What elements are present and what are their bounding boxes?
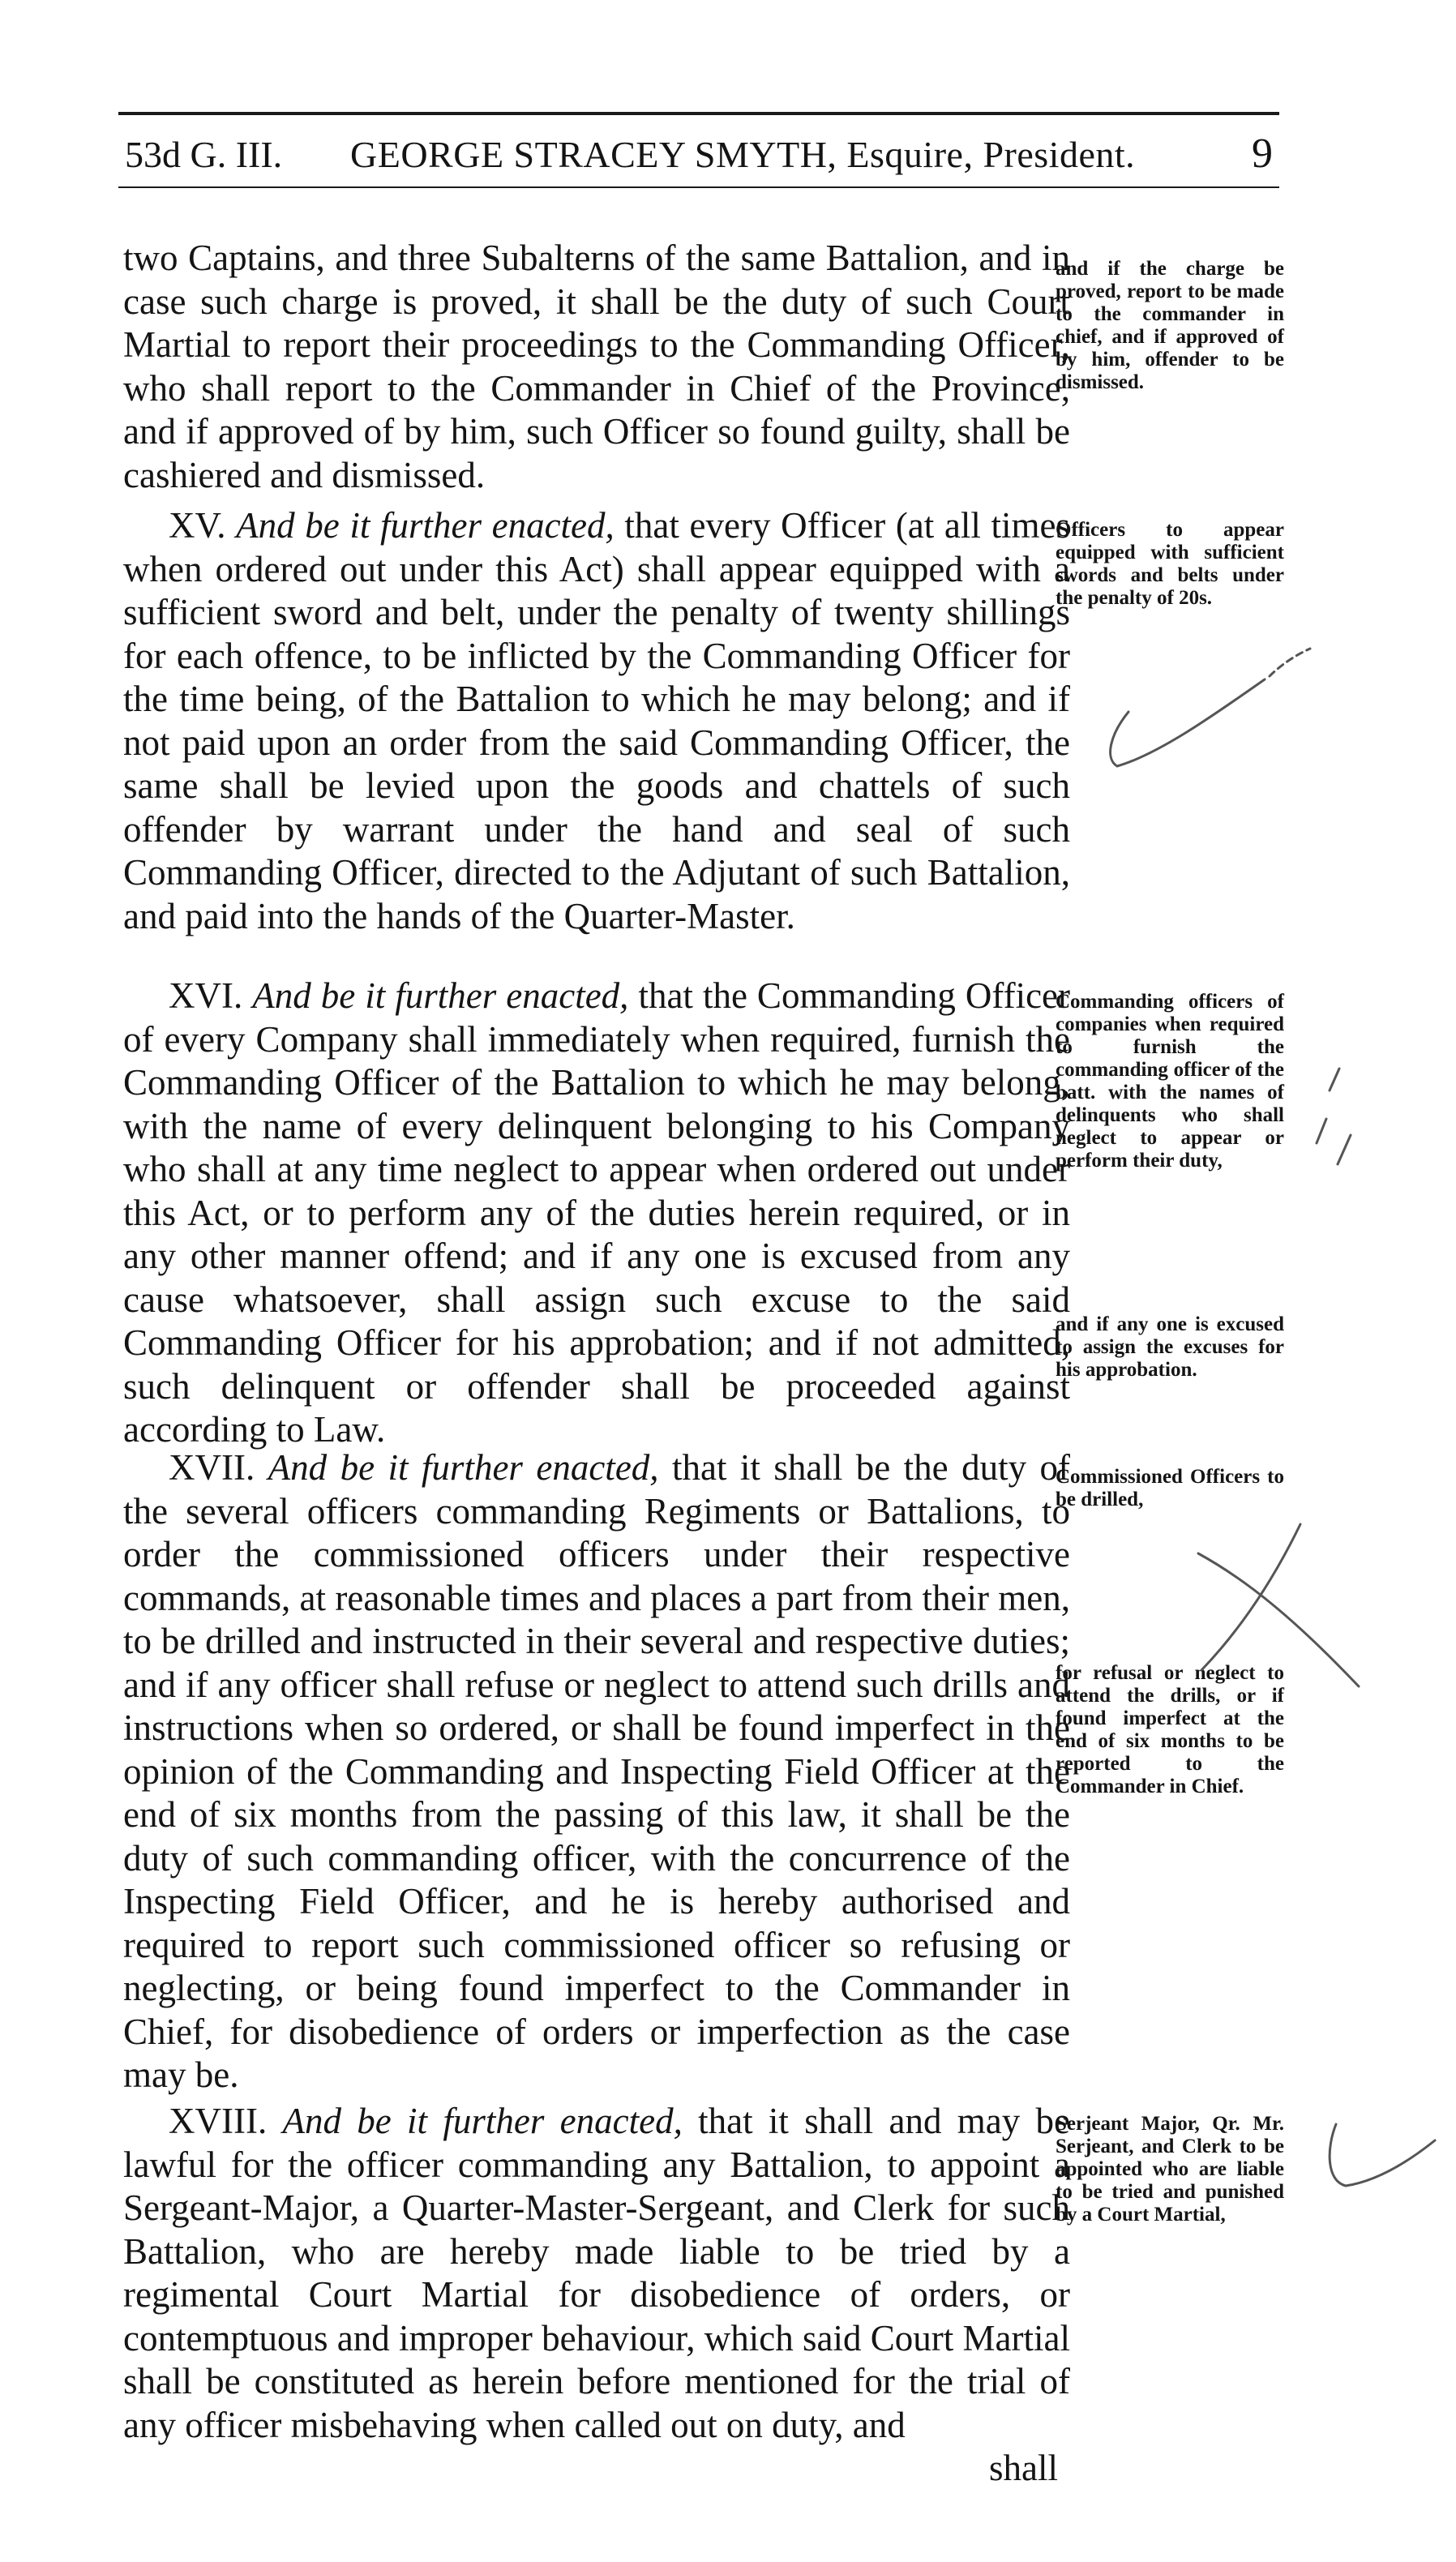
margin-note-text: Commanding officers of companies when required to furnish the commanding officer of the batt. with the names of delinquents who shall neglect to appear or perform their duty, (1056, 991, 1284, 1172)
section-numeral: XVIII. (169, 2101, 268, 2141)
section-xvii (123, 1446, 1070, 2097)
section-paragraph (123, 2100, 1070, 2447)
enacting-clause: And be it further enacted, (236, 505, 615, 546)
section-numeral: XV. (169, 505, 226, 546)
margin-note-text: Officers to appear equipped with sufficient swords and belts under the penalty of 20s. (1056, 519, 1284, 609)
header-rule-top (118, 112, 1279, 115)
pencil-curve-mark (1330, 2124, 1435, 2186)
pencil-dash-mark (1270, 649, 1310, 676)
margin-note-xviii (1056, 2113, 1284, 2226)
section-text: that every Officer (at all times when ordered out under this Act) shall appear equipped with a sufficient sword and belt, under the penalty of twenty shillings for each offence, to be inflicted by the Commanding Officer for the time being, of the Battalion to which he may belong; and if not paid upon an order from the said Commanding Officer, the same shall be levied upon the goods and chattels of such offender by warrant under the hand and seal of such Commanding Officer, directed to the Adjutant of such Battalion, and paid into the hands of the Quarter-Master. (123, 505, 1071, 936)
margin-note-xvi (1056, 991, 1284, 1172)
section-continuation (123, 237, 1070, 497)
president-heading: GEORGE STRACEY SMYTH, Esquire, President. (350, 134, 1136, 175)
section-numeral: XVII. (169, 1447, 255, 1488)
section-text: that it shall be the duty of the several officers commanding Regiments or Battalions, to order the commissioned officers under their respective commands, at reasonable times and places a part from their men, to be drilled and instructed in their several and respective duties; and if any officer shall refuse or neglect to attend such drills and instructions when so ordered, or shall be found imperfect in the opinion of the Commanding and Inspecting Field Officer at the end of six months from the passing of this law, it shall be the duty of such commanding officer, with the concurrence of the Inspecting Field Officer, and he is hereby authorised and required to report such commissioned officer so refusing or neglecting, or being found imperfect to the Commander in Chief, for disobedience of orders or imperfection as the case may be. (123, 1447, 1071, 2095)
margin-note-continuation (1056, 258, 1284, 394)
margin-note-xvi-2 (1056, 1313, 1284, 1382)
margin-note-text: for refusal or neglect to attend the drills, or if found imperfect at the end of six months to be reported to the Commander in Chief. (1056, 1662, 1284, 1797)
section-xvi (123, 975, 1070, 1452)
enacting-clause: And be it further enacted, (268, 1447, 659, 1488)
section-xv (123, 504, 1070, 938)
margin-note-text: Commissioned Officers to be drilled, (1056, 1466, 1284, 1510)
section-numeral: XVI. (169, 975, 243, 1016)
margin-note-xvii (1056, 1466, 1284, 1511)
section-paragraph (123, 1446, 1070, 2097)
pencil-slash-mark (1317, 1069, 1351, 1164)
page-number: 9 (1252, 131, 1273, 177)
margin-note-xv (1056, 519, 1284, 610)
section-text: two Captains, and three Subalterns of the same Battalion, and in case such charge is proved, it shall be the duty of such Court Martial to report their proceedings to the Commanding Officer, who shall report to the Commander in Chief of the Province, and if approved of by him, such Officer so found guilty, shall be cashiered and dismissed. (123, 238, 1070, 495)
margin-note-text: Serjeant Major, Qr. Mr. Serjeant, and Clerk to be appointed who are liable to be tried and punished by a Court Martial, (1056, 2113, 1284, 2226)
margin-note-xvii-2 (1056, 1662, 1284, 1798)
section-text: that it shall and may be lawful for the officer commanding any Battalion, to appoint a Sergeant-Major, a Quarter-Master-Sergeant, and Clerk for such Battalion, who are hereby made liable to be tried by a regimental Court Martial for disobedience of orders, or contemptuous and improper behaviour, which said Court Martial shall be constituted as herein before mentioned for the trial of any officer misbehaving when called out on duty, and (123, 2101, 1070, 2445)
header-rule-bottom (118, 186, 1279, 188)
section-paragraph (123, 975, 1070, 1452)
margin-note-text: and if the charge be proved, report to be made to the commander in chief, and if approved of by him, offender to be dismissed. (1056, 258, 1284, 393)
running-header (118, 122, 1279, 186)
pencil-check-mark (1111, 679, 1265, 766)
enacting-clause: And be it further enacted, (252, 975, 629, 1016)
margin-note-text: and if any one is excused to assign the excuses for his approbation. (1056, 1313, 1284, 1381)
session-label: 53d G. III. (125, 134, 283, 175)
section-paragraph (123, 504, 1070, 938)
section-text: that the Commanding Officer of every Company shall immediately when required, furnish the Commanding Officer of the Battalion to which he may belong, with the name of every delinquent belonging to his Company who shall at any time neglect to appear when ordered out under this Act, or to perform any of the duties herein required, or in any other manner offend; and if any one is excused from any cause whatsoever, shall assign such excuse to the said Commanding Officer for his approbation; and if not admitted, such delinquent or offender shall be proceeded against according to Law. (123, 975, 1071, 1450)
enacting-clause: And be it further enacted, (282, 2101, 683, 2141)
section-xviii (123, 2100, 1070, 2447)
catchword: shall (989, 2448, 1058, 2488)
